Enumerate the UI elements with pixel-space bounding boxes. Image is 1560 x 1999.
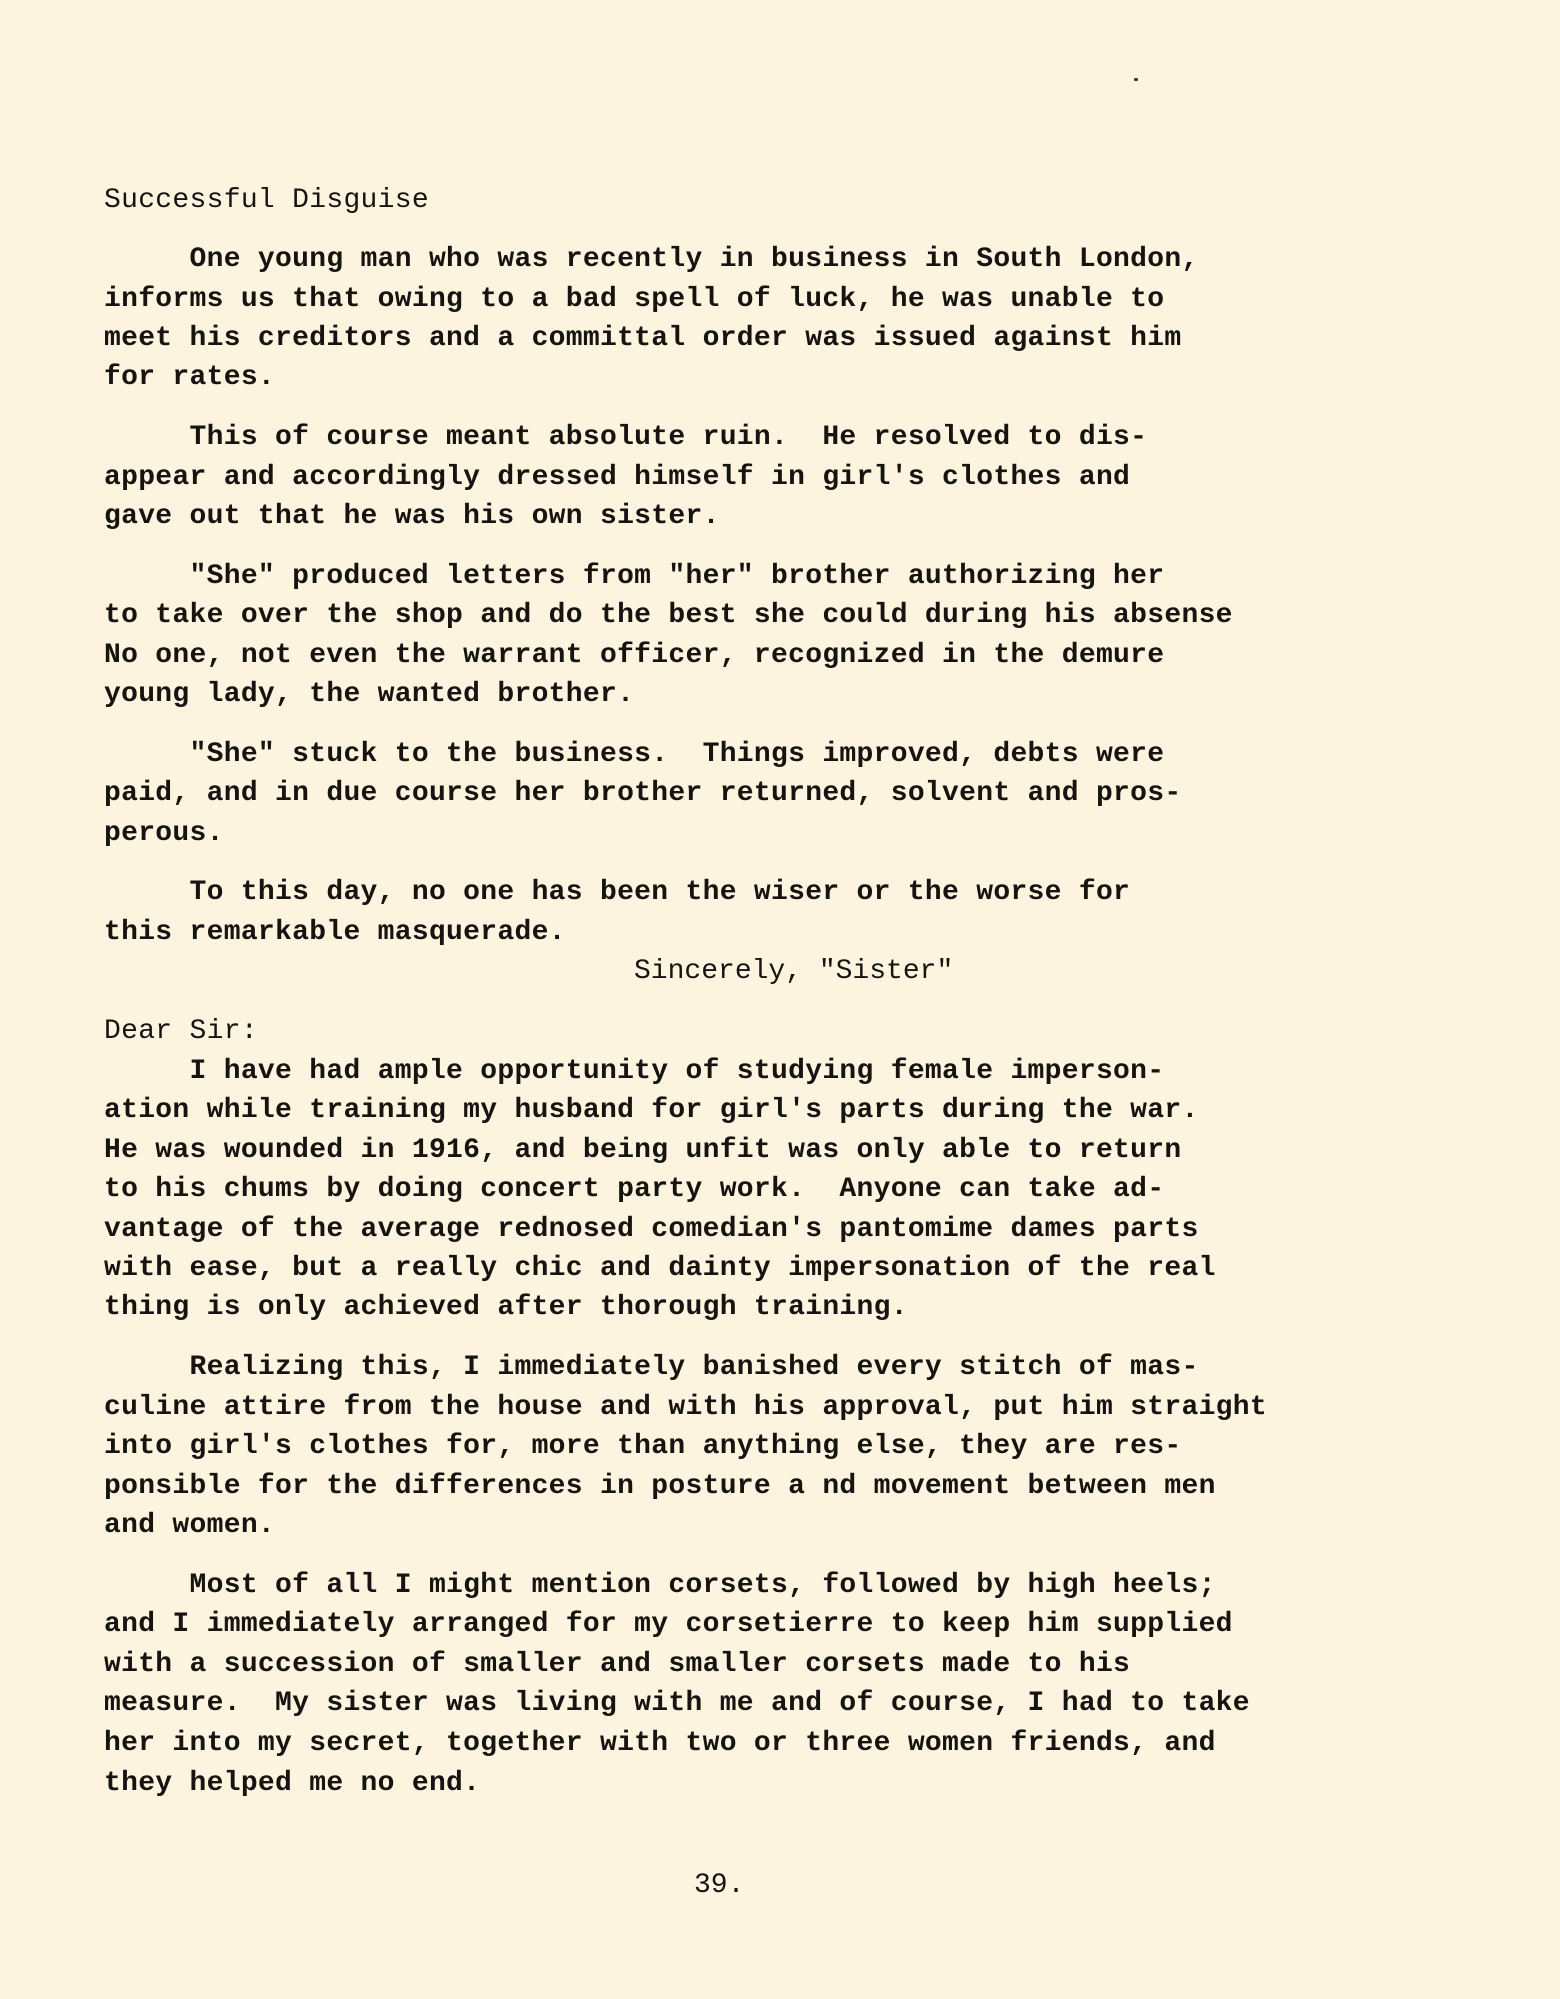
story-line: To this day, no one has been the wiser or the worse for [104, 877, 1131, 908]
story-line: No one, not even the warrant officer, recognized in the demure [104, 640, 1165, 671]
letter-line: measure. My sister was living with me and of course, I had to take [104, 1688, 1250, 1719]
story-line: paid, and in due course her brother returned, solvent and pros- [104, 778, 1182, 809]
letter-line: they helped me no end. [104, 1768, 481, 1799]
letter-line: He was wounded in 1916, and being unfit was only able to return [104, 1135, 1182, 1166]
letter-line: I have had ample opportunity of studying female imperson- [104, 1056, 1165, 1087]
letter-line: Realizing this, I immediately banished every stitch of mas- [104, 1352, 1199, 1383]
story-line: perous. [104, 818, 224, 849]
story-line: "She" stuck to the business. Things improved, debts were [104, 739, 1165, 770]
letter-line: culine attire from the house and with his approval, put him straight [104, 1392, 1267, 1423]
stray-ink-dot [1134, 78, 1138, 81]
letter-line: into girl's clothes for, more than anything else, they are res- [104, 1431, 1182, 1462]
letter-line: and women. [104, 1510, 276, 1541]
story-line: One young man who was recently in business in South London, [104, 244, 1199, 275]
story-line: informs us that owing to a bad spell of luck, he was unable to [104, 284, 1165, 315]
story-line: this remarkable masquerade. [104, 917, 566, 948]
letter-line: with ease, but a really chic and dainty impersonation of the real [104, 1253, 1216, 1284]
story-line: This of course meant absolute ruin. He resolved to dis- [104, 422, 1148, 453]
story-line: gave out that he was his own sister. [104, 501, 720, 532]
letter-line: to his chums by doing concert party work. Anyone can take ad- [104, 1174, 1165, 1205]
letter-line: thing is only achieved after thorough training. [104, 1292, 908, 1323]
salutation: Dear Sir: [104, 1016, 258, 1047]
signoff: Sincerely, "Sister" [634, 956, 954, 987]
letter-line: ponsible for the differences in posture a nd movement between men [104, 1471, 1216, 1502]
letter-line: Most of all I might mention corsets, followed by high heels; [104, 1570, 1216, 1601]
letter-line: vantage of the average rednosed comedian's pantomime dames parts [104, 1214, 1199, 1245]
letter-line: ation while training my husband for girl's parts during the war. [104, 1095, 1199, 1126]
story-line: appear and accordingly dressed himself in girl's clothes and [104, 462, 1131, 493]
story-line: meet his creditors and a committal order was issued against him [104, 323, 1182, 354]
letter-line: with a succession of smaller and smaller corsets made to his [104, 1649, 1131, 1680]
story-line: young lady, the wanted brother. [104, 679, 635, 710]
story-line: "She" produced letters from "her" brother authorizing her [104, 561, 1165, 592]
letter-line: and I immediately arranged for my corsetierre to keep him supplied [104, 1609, 1233, 1640]
page-number: 39. [694, 1870, 745, 1901]
story-line: to take over the shop and do the best she could during his absense [104, 600, 1233, 631]
article-title: Successful Disguise [104, 185, 429, 216]
story-line: for rates. [104, 362, 276, 393]
letter-line: her into my secret, together with two or three women friends, and [104, 1728, 1216, 1759]
